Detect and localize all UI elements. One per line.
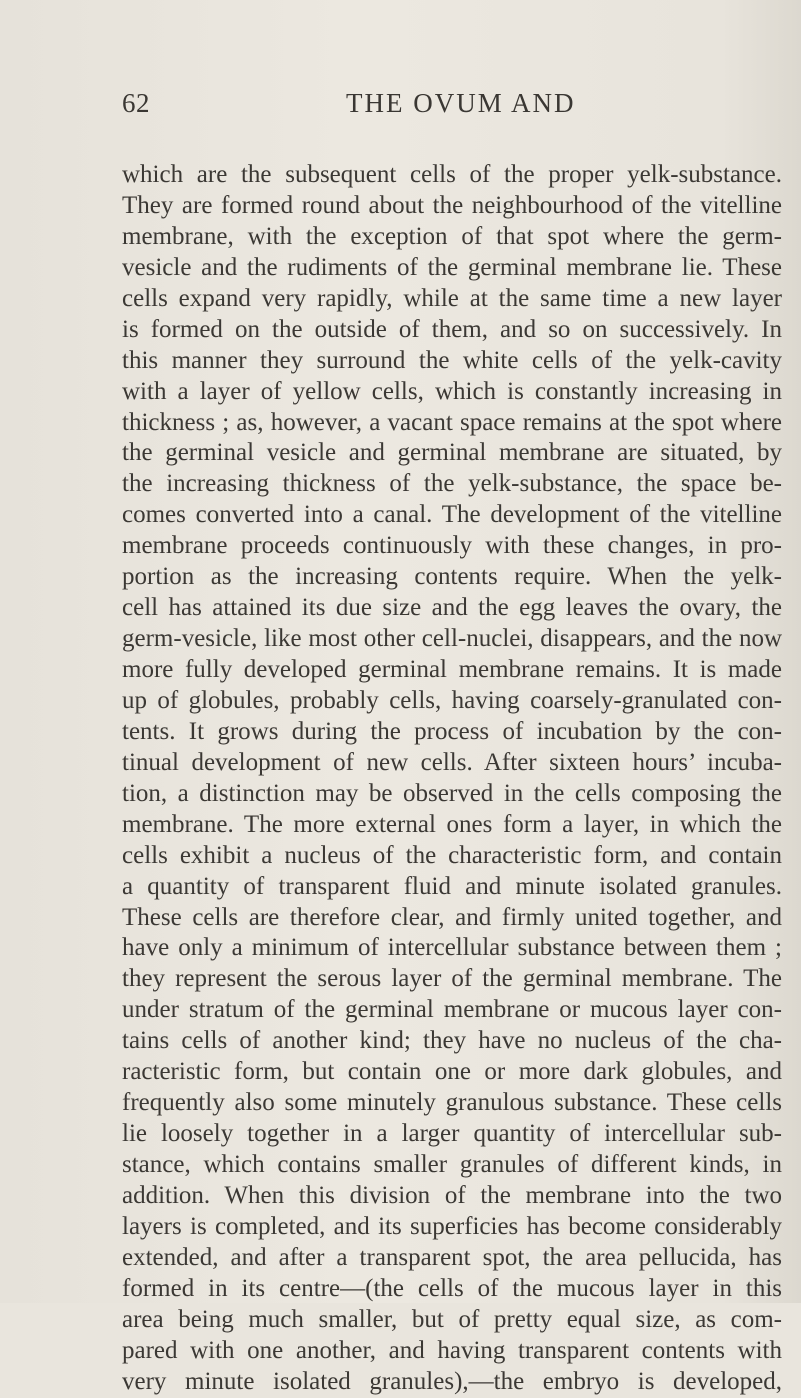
text-line: more fully developed germinal membrane remains. It is made <box>122 656 782 683</box>
text-line: pared with one another, and having transparent contents with <box>122 1336 782 1364</box>
text-line: thickness ; as, however, a vacant space remains at the spot where <box>122 408 782 436</box>
text-line: racteristic form, but contain one or more dark globules, and <box>122 1058 782 1086</box>
text-line: stance, which contains smaller granules of different kinds, in <box>122 1151 782 1178</box>
text-line: under stratum of the germinal membrane or mucous layer con- <box>122 996 782 1024</box>
text-line: the increasing thickness of the yelk-substance, the space be- <box>122 470 782 498</box>
text-line: up of globules, probably cells, having coarsely-granulated con- <box>122 686 782 714</box>
text-line: portion as the increasing contents require. When the yelk- <box>122 563 782 591</box>
text-line: membrane, with the exception of that spot where the germ- <box>122 222 782 250</box>
text-line: extended, and after a transparent spot, the area pellucida, has <box>122 1243 782 1271</box>
text-line: frequently also some minutely granulous substance. These cells <box>122 1089 782 1117</box>
text-line: membrane. The more external ones form a layer, in which the <box>122 810 782 838</box>
text-line: tion, a distinction may be observed in the cells composing the <box>122 779 782 807</box>
page-number: 62 <box>122 88 150 118</box>
text-line: they represent the serous layer of the germinal membrane. The <box>122 965 782 993</box>
text-line: vesicle and the rudiments of the germinal membrane lie. These <box>122 253 782 281</box>
running-head: THE OVUM AND <box>346 88 576 118</box>
text-line: membrane proceeds continuously with these changes, in pro- <box>122 532 782 560</box>
text-line: very minute isolated granules),—the embryo is developed, <box>122 1367 782 1395</box>
text-line: have only a minimum of intercellular substance between them ; <box>122 934 782 962</box>
text-line: with a layer of yellow cells, which is constantly increasing in <box>122 377 782 405</box>
text-line: cells exhibit a nucleus of the characteristic form, and contain <box>122 841 782 869</box>
text-line: addition. When this division of the membrane into the two <box>122 1181 782 1209</box>
text-line: tains cells of another kind; they have no nucleus of the cha- <box>122 1027 782 1055</box>
text-line: this manner they surround the white cells of the yelk-cavity <box>122 346 782 374</box>
text-line: germ-vesicle, like most other cell-nuclei, disappears, and the now <box>122 625 782 653</box>
text-line: area being much smaller, but of pretty equal size, as com- <box>122 1305 782 1333</box>
body-paragraph <box>122 160 782 1398</box>
text-line: tinual development of new cells. After sixteen hours’ incuba- <box>122 748 782 776</box>
text-line: is formed on the outside of them, and so on successively. In <box>122 315 782 343</box>
text-line: the germinal vesicle and germinal membrane are situated, by <box>122 439 782 467</box>
text-line: tents. It grows during the process of incubation by the con- <box>122 717 782 745</box>
text-line: formed in its centre—(the cells of the mucous layer in this <box>122 1274 782 1302</box>
text-line: These cells are therefore clear, and firmly united together, and <box>122 903 782 931</box>
text-line: layers is completed, and its superficies has become considerably <box>122 1212 782 1240</box>
text-line: comes converted into a canal. The development of the vitelline <box>122 501 782 529</box>
text-line: They are formed round about the neighbourhood of the vitelline <box>122 191 782 219</box>
text-line: cells expand very rapidly, while at the same time a new layer <box>122 284 782 312</box>
text-line: cell has attained its due size and the egg leaves the ovary, the <box>122 594 782 622</box>
text-line: which are the subsequent cells of the proper yelk-substance. <box>122 161 782 188</box>
text-line: lie loosely together in a larger quantity of intercellular sub- <box>122 1120 782 1148</box>
page-header <box>122 88 782 122</box>
text-line: a quantity of transparent fluid and minute isolated granules. <box>122 872 782 900</box>
